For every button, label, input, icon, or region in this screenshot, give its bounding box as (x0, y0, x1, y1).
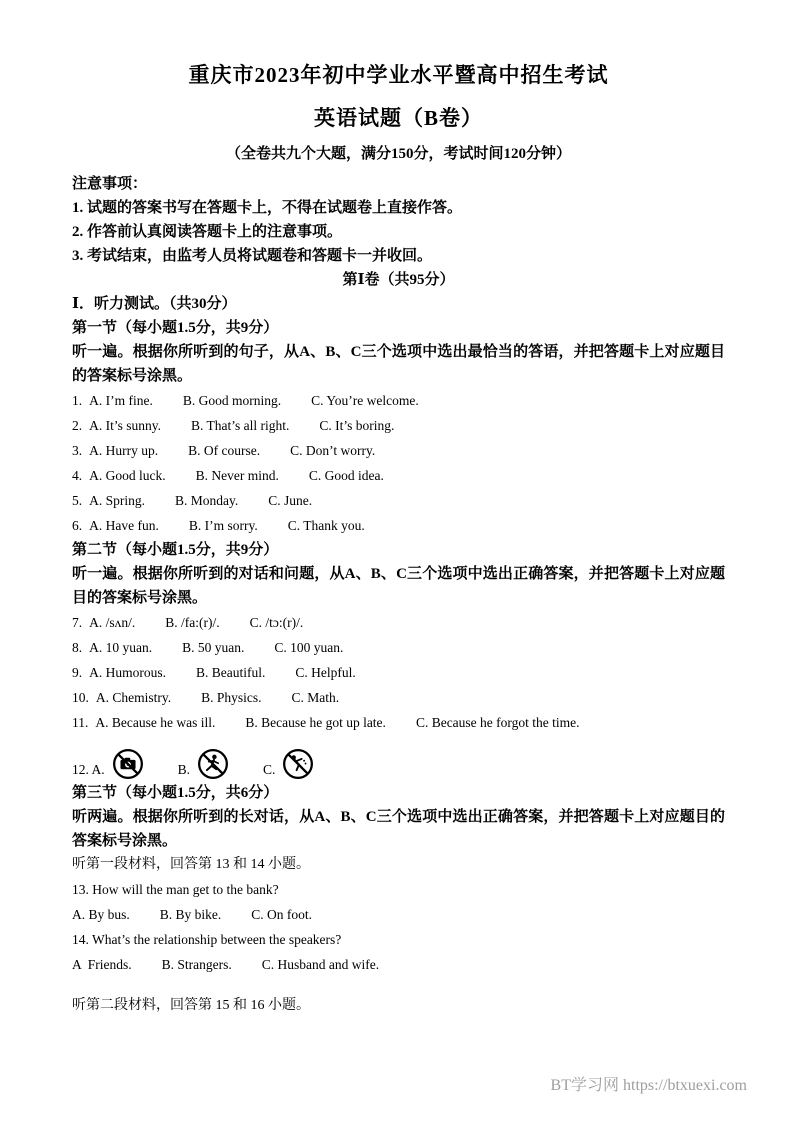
option-a: A. It’s sunny. (89, 418, 162, 433)
question-number: 3. (72, 443, 83, 458)
question-number: 12. A. (72, 762, 105, 777)
option-a: A. Hurry up. (89, 443, 159, 458)
no-littering-icon (282, 748, 314, 780)
question-10 (72, 685, 725, 710)
option-c: C. Because he forgot the time. (415, 715, 580, 730)
option-c: C. Thank you. (287, 518, 365, 533)
question-1 (72, 388, 725, 413)
option-c: C. Husband and wife. (261, 957, 380, 972)
section1-heading: 第一节（每小题1.5分，共9分） (72, 320, 279, 336)
site-watermark: BT学习网 https://btxuexi.com (550, 1077, 747, 1094)
question-13-options (72, 902, 725, 927)
notice-item-3: 3. 考试结束，由监考人员将试题卷和答题卡一并收回。 (72, 248, 433, 264)
option-a: A. Have fun. (89, 518, 159, 533)
option-a: A. I’m fine. (89, 393, 153, 408)
option-b: B. Beautiful. (196, 665, 266, 680)
section2-heading: 第二节（每小题1.5分，共9分） (72, 542, 279, 558)
notice-item-2: 2. 作答前认真阅读答题卡上的注意事项。 (72, 224, 343, 240)
volume-heading: 第Ⅰ卷（共95分） (342, 272, 455, 288)
option-c: C. You’re welcome. (311, 393, 419, 408)
listening-section-heading: Ⅰ．听力测试。（共30分） (72, 296, 237, 312)
option-b: B. Of course. (188, 443, 261, 458)
option-a: A Friends. (72, 957, 132, 972)
question-number: 9. (72, 665, 83, 680)
option-a: A. 10 yuan. (89, 640, 153, 655)
option-c: C. June. (268, 493, 313, 508)
option-c: C. /tɔ:(r)/. (249, 615, 304, 630)
passage2-intro: 听第二段材料，回答第 15 和 16 小题。 (72, 998, 310, 1013)
exam-meta-line: （全卷共九个大题，满分150分，考试时间120分钟） (225, 146, 571, 162)
option-c-label: C. (263, 762, 276, 777)
option-a: A. Humorous. (89, 665, 166, 680)
exam-subtitle: 英语试题（B卷） (313, 106, 483, 130)
option-c: C. Good idea. (308, 468, 384, 483)
question-13-text: 13. How will the man get to the bank? (72, 882, 279, 897)
notice-item-1: 1. 试题的答案书写在答题卡上，不得在试题卷上直接作答。 (72, 200, 463, 216)
option-c: C. On foot. (251, 907, 313, 922)
question-number: 6. (72, 518, 83, 533)
option-c: C. Helpful. (295, 665, 356, 680)
section2-instruction: 听一遍。根据你所听到的对话和问题，从A、B、C三个选项中选出正确答案，并把答题卡上对应题目的答案标号涂黑。 (72, 566, 725, 606)
question-number: 5. (72, 493, 83, 508)
option-a: A. Good luck. (89, 468, 166, 483)
no-photography-icon (112, 748, 144, 780)
question-11 (72, 710, 725, 735)
notice-heading: 注意事项： (72, 176, 148, 192)
question-number: 11. (72, 715, 89, 730)
question-number: 1. (72, 393, 83, 408)
question-5 (72, 488, 725, 513)
option-b: B. Strangers. (161, 957, 232, 972)
question-number: 7. (72, 615, 83, 630)
option-b: B. By bike. (159, 907, 222, 922)
question-3 (72, 438, 725, 463)
question-number: 10. (72, 690, 89, 705)
option-b: B. Monday. (175, 493, 239, 508)
exam-title: 重庆市2023年初中学业水平暨高中招生考试 (188, 63, 609, 87)
option-a: A. By bus. (72, 907, 130, 922)
question-6 (72, 513, 725, 538)
section3-instruction: 听两遍。根据你所听到的长对话，从A、B、C三个选项中选出正确答案，并把答题卡上对应题目的答案标号涂黑。 (72, 809, 725, 849)
no-running-icon (197, 748, 229, 780)
option-b: B. Never mind. (195, 468, 279, 483)
option-a: A. Chemistry. (95, 690, 172, 705)
question-8 (72, 635, 725, 660)
option-b: B. /fa:(r)/. (165, 615, 220, 630)
option-b: B. Because he got up late. (245, 715, 386, 730)
option-c: C. 100 yuan. (274, 640, 344, 655)
question-4 (72, 463, 725, 488)
question-7 (72, 610, 725, 635)
option-b-label: B. (177, 762, 191, 777)
question-14-options (72, 952, 725, 977)
option-b: B. Good morning. (182, 393, 282, 408)
option-a: A. Spring. (89, 493, 146, 508)
question-14-text: 14. What’s the relationship between the speakers? (72, 932, 342, 947)
option-b: B. Physics. (201, 690, 262, 705)
section1-instruction: 听一遍。根据你所听到的句子，从A、B、C三个选项中选出最恰当的答语，并把答题卡上对应题目的答案标号涂黑。 (72, 344, 725, 384)
question-2 (72, 413, 725, 438)
question-12 (72, 737, 725, 779)
option-a: A. /sʌn/. (89, 615, 136, 630)
option-c: C. Don’t worry. (290, 443, 376, 458)
option-c: C. It’s boring. (319, 418, 395, 433)
question-number: 2. (72, 418, 83, 433)
option-b: B. 50 yuan. (182, 640, 245, 655)
option-a: A. Because he was ill. (95, 715, 216, 730)
question-number: 8. (72, 640, 83, 655)
option-c: C. Math. (291, 690, 340, 705)
option-b: B. I’m sorry. (188, 518, 258, 533)
option-b: B. That’s all right. (191, 418, 290, 433)
section3-heading: 第三节（每小题1.5分，共6分） (72, 785, 279, 801)
passage1-intro: 听第一段材料，回答第 13 和 14 小题。 (72, 857, 310, 872)
question-number: 4. (72, 468, 83, 483)
question-9 (72, 660, 725, 685)
